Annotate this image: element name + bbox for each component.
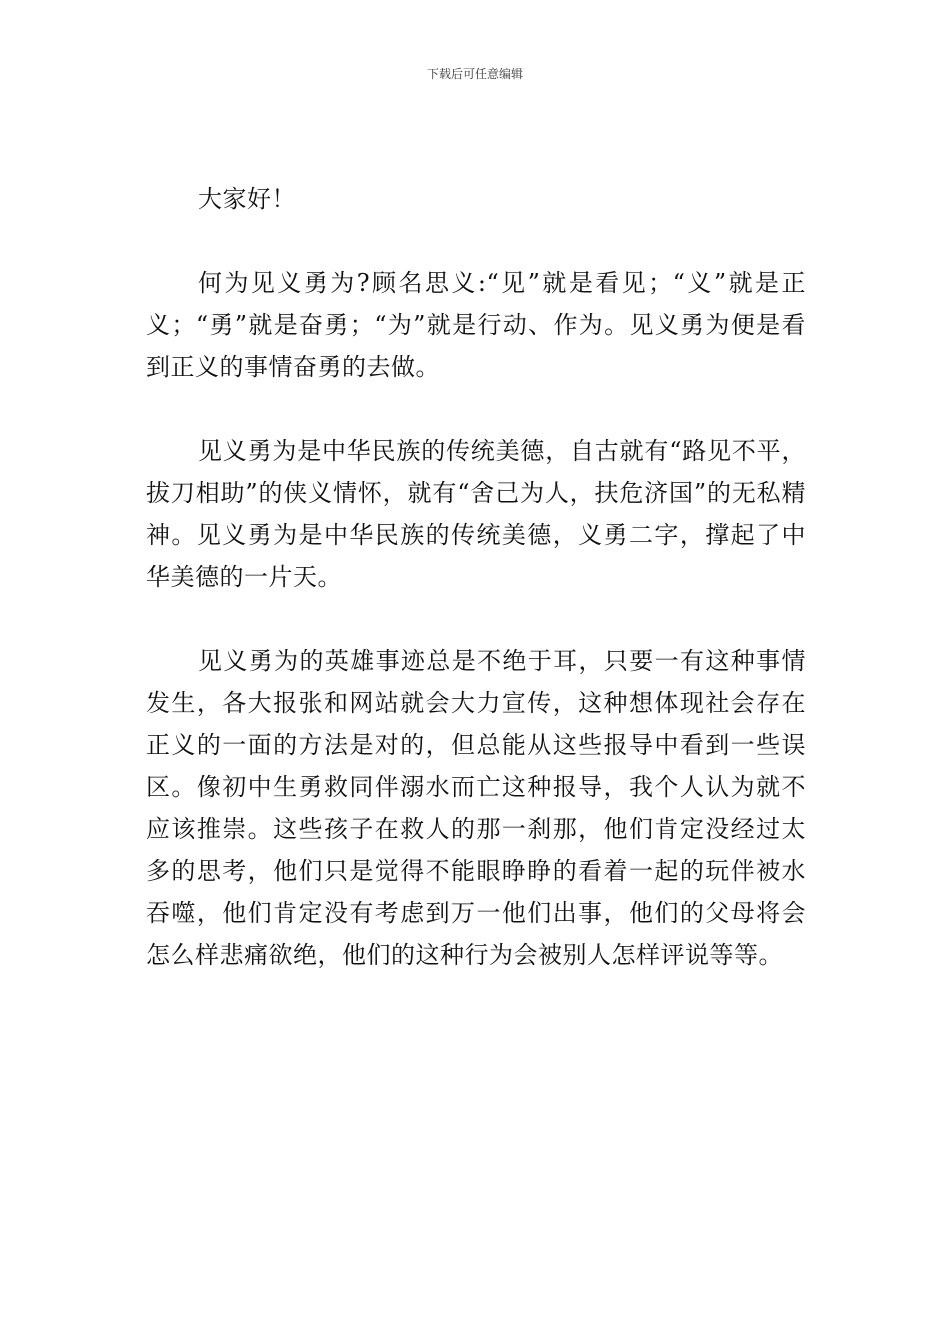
document-body — [146, 178, 806, 976]
paragraph-tradition: 见义勇为是中华民族的传统美德，自古就有“路见不平，拔刀相助”的侠义情怀，就有“舍己为人，扶危济国”的无私精神。见义勇为是中华民族的传统美德，义勇二字，撑起了中华美德的一片天。 — [146, 437, 806, 591]
page-header-note: 下载后可任意编辑 — [426, 67, 523, 81]
paragraph-greeting: 大家好！ — [198, 185, 296, 213]
paragraph-definition: 何为见义勇为?顾名思义:“见”就是看见；“义”就是正义；“勇”就是奋勇；“为”就是行动、作为。见义勇为便是看到正义的事情奋勇的去做。 — [146, 269, 806, 381]
paragraph-reports: 见义勇为的英雄事迹总是不绝于耳，只要一有这种事情发生，各大报张和网站就会大力宣传，这种想体现社会存在正义的一面的方法是对的，但总能从这些报导中看到一些误区。像初中生勇救同伴溺水而亡这种报导，我个人认为就不应该推崇。这些孩子在救人的那一刹那，他们肯定没经过太多的思考，他们只是觉得不能眼睁睁的看着一起的玩伴被水吞噬，他们肯定没有考虑到万一他们出事，他们的父母将会怎么样悲痛欲绝，他们的这种行为会被别人怎样评说等等。 — [146, 647, 806, 969]
